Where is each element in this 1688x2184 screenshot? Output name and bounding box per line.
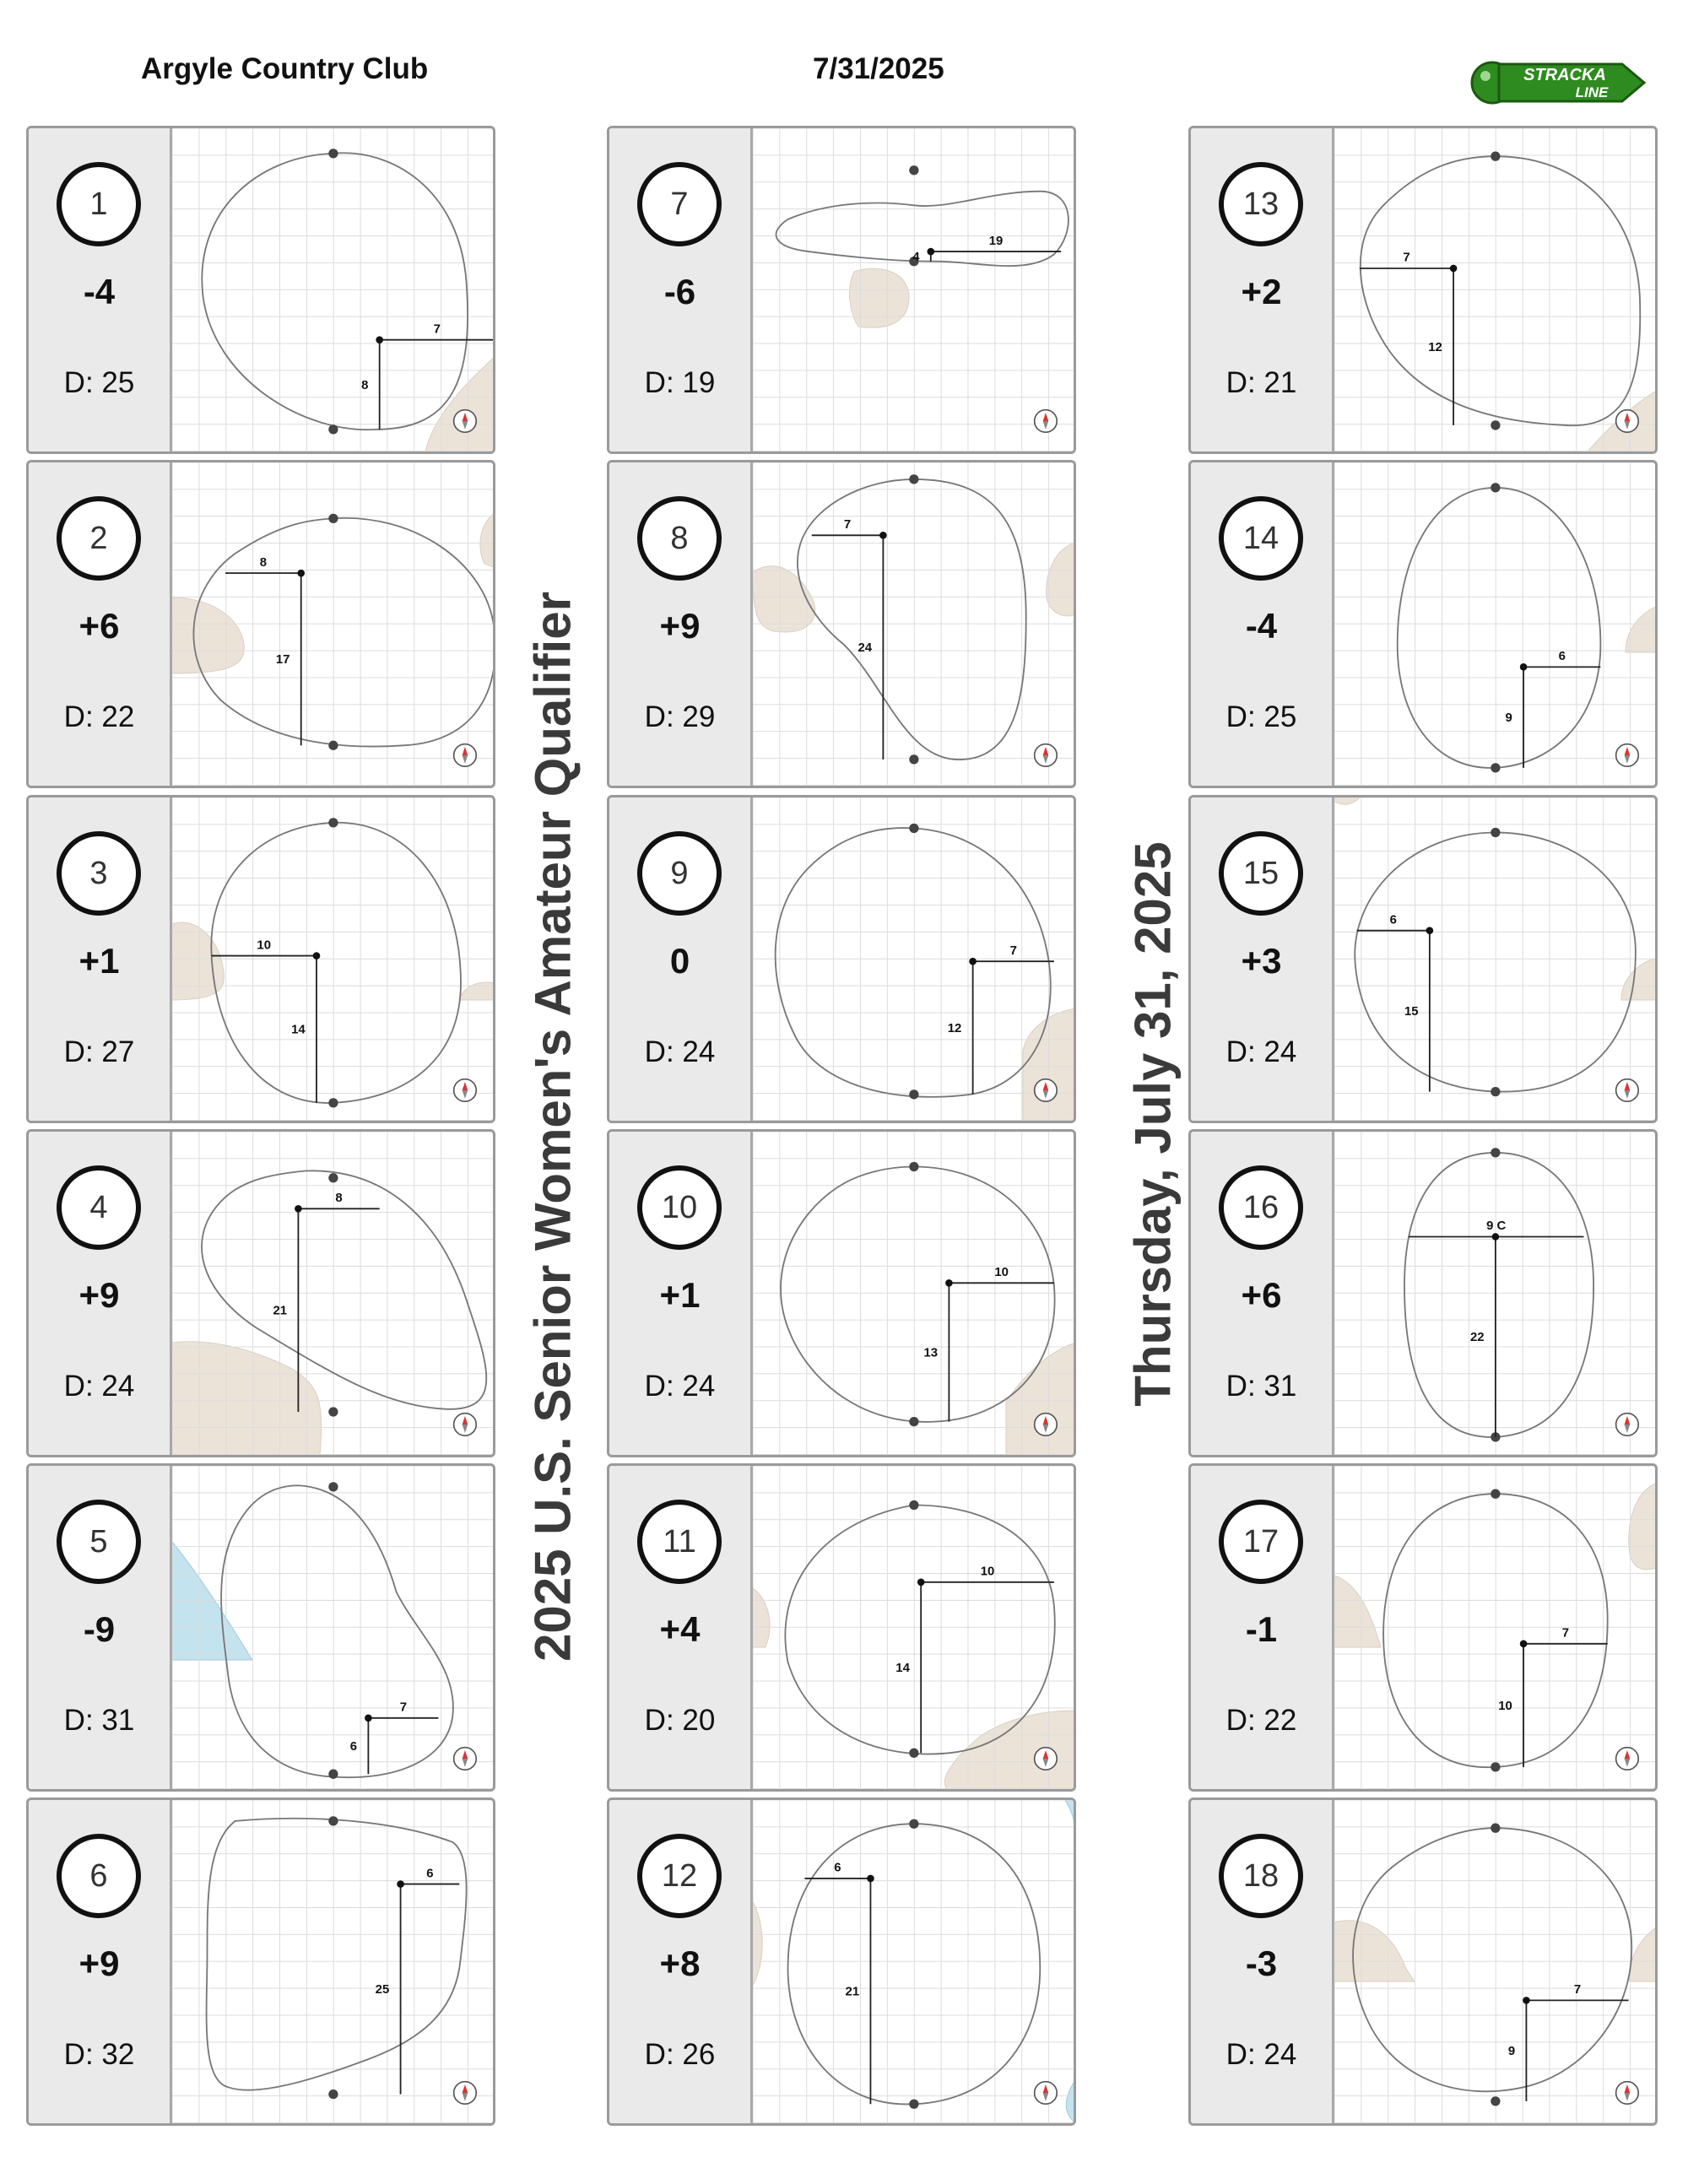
depth-distance-label: 4 bbox=[912, 249, 920, 264]
green-diagram bbox=[1334, 128, 1658, 451]
green-outline bbox=[1404, 1153, 1593, 1437]
pin-position bbox=[1426, 927, 1434, 934]
hole-score: +9 bbox=[78, 1943, 120, 1983]
green-depth: D: 21 bbox=[1225, 366, 1297, 399]
side-distance-label: 7 bbox=[1573, 1982, 1582, 1997]
hole-info-panel bbox=[609, 1800, 753, 2123]
green-outline bbox=[781, 1167, 1055, 1422]
green-diagram bbox=[753, 1800, 1076, 2123]
front-marker bbox=[1491, 420, 1500, 430]
side-distance-label: 8 bbox=[259, 554, 268, 570]
side-distance-label: 10 bbox=[257, 938, 272, 953]
front-marker bbox=[1491, 763, 1500, 772]
pin-position bbox=[297, 570, 305, 577]
hole-score: +2 bbox=[1241, 272, 1282, 311]
hole-score: +9 bbox=[659, 606, 701, 646]
depth-distance-label: 13 bbox=[923, 1345, 939, 1360]
front-marker bbox=[909, 2100, 918, 2109]
grid-lines bbox=[172, 1800, 495, 2123]
compass-icon bbox=[1035, 410, 1058, 433]
front-marker bbox=[328, 1770, 338, 1779]
depth-distance-label: 21 bbox=[273, 1303, 288, 1318]
side-distance-label: 6 bbox=[1389, 912, 1397, 927]
back-marker bbox=[909, 824, 918, 833]
back-marker bbox=[328, 818, 338, 827]
depth-distance-label: 22 bbox=[1469, 1330, 1485, 1345]
hole-number: 3 bbox=[57, 831, 141, 916]
front-marker bbox=[328, 1407, 338, 1416]
front-marker bbox=[1491, 1087, 1500, 1096]
side-distance-label: 7 bbox=[433, 322, 441, 337]
green-diagram bbox=[1334, 462, 1658, 786]
hole-card bbox=[1188, 1129, 1658, 1457]
hole-info-panel bbox=[1191, 1800, 1334, 2123]
hole-info-panel bbox=[1191, 1132, 1334, 1455]
hole-card bbox=[1188, 795, 1658, 1123]
back-marker bbox=[328, 1173, 338, 1182]
hole-info-panel bbox=[1191, 1466, 1334, 1789]
green-depth: D: 29 bbox=[644, 700, 716, 733]
hole-number: 1 bbox=[57, 162, 141, 246]
hole-score: +4 bbox=[659, 1609, 701, 1649]
green-outline bbox=[1361, 156, 1640, 425]
compass-icon bbox=[1035, 1414, 1058, 1436]
compass-icon bbox=[1035, 1748, 1058, 1770]
grid-lines bbox=[1334, 128, 1658, 451]
compass-icon bbox=[454, 1748, 477, 1770]
side-distance-label: 10 bbox=[980, 1564, 995, 1579]
side-distance-label: 6 bbox=[834, 1860, 841, 1875]
compass-icon bbox=[1616, 410, 1639, 433]
hole-number: 8 bbox=[637, 496, 722, 581]
hole-score: +1 bbox=[659, 1275, 701, 1315]
side-distance-label: 19 bbox=[988, 233, 1004, 248]
compass-icon bbox=[1616, 2082, 1639, 2105]
hole-number: 9 bbox=[637, 831, 722, 916]
hole-number: 6 bbox=[57, 1834, 141, 1918]
hole-info-panel bbox=[29, 797, 172, 1121]
green-depth: D: 20 bbox=[644, 1704, 716, 1737]
hole-number: 17 bbox=[1219, 1500, 1303, 1584]
hole-info-panel bbox=[1191, 462, 1334, 786]
back-marker bbox=[909, 474, 918, 484]
depth-distance-label: 14 bbox=[895, 1661, 910, 1676]
hole-score: -1 bbox=[1245, 1609, 1278, 1649]
depth-distance-label: 10 bbox=[1498, 1698, 1512, 1713]
hole-number: 14 bbox=[1219, 496, 1303, 581]
sand-bunker bbox=[172, 597, 244, 673]
hole-info-panel bbox=[1191, 797, 1334, 1121]
compass-icon bbox=[454, 1414, 477, 1436]
hole-number: 4 bbox=[57, 1165, 141, 1250]
sand-bunker bbox=[753, 1901, 762, 1986]
front-marker bbox=[328, 741, 338, 750]
hole-score: +1 bbox=[78, 941, 120, 981]
sand-bunker bbox=[753, 1588, 770, 1647]
front-marker bbox=[328, 424, 338, 434]
back-marker bbox=[1491, 1148, 1500, 1157]
pin-position bbox=[879, 532, 887, 539]
compass-icon bbox=[1616, 1414, 1639, 1436]
hole-score: +9 bbox=[78, 1275, 120, 1315]
hole-card bbox=[607, 1463, 1076, 1792]
grid-lines bbox=[1334, 1800, 1658, 2123]
pin-position bbox=[376, 336, 383, 343]
hole-card bbox=[26, 1129, 495, 1457]
front-marker bbox=[909, 754, 918, 764]
green-depth: D: 27 bbox=[63, 1035, 135, 1068]
green-depth: D: 22 bbox=[1225, 1704, 1297, 1737]
green-outline bbox=[221, 1485, 453, 1777]
pin-position bbox=[1492, 1233, 1500, 1241]
sand-bunker bbox=[1023, 1008, 1076, 1121]
back-marker bbox=[1491, 483, 1500, 492]
hole-card bbox=[1188, 1797, 1658, 2126]
back-marker bbox=[1491, 1489, 1500, 1499]
green-diagram bbox=[1334, 1466, 1658, 1789]
green-diagram bbox=[753, 797, 1076, 1121]
hole-card bbox=[607, 795, 1076, 1123]
pin-position bbox=[945, 1279, 953, 1287]
hole-info-panel bbox=[609, 797, 753, 1121]
depth-distance-label: 25 bbox=[375, 1982, 390, 1997]
hole-info-panel bbox=[609, 1132, 753, 1455]
hole-number: 15 bbox=[1219, 831, 1303, 916]
green-diagram bbox=[172, 128, 495, 451]
pin-position bbox=[1520, 1641, 1528, 1648]
grid-lines bbox=[1334, 462, 1658, 786]
hole-card bbox=[607, 1129, 1076, 1457]
compass-icon bbox=[1035, 1079, 1058, 1102]
hole-card bbox=[26, 795, 495, 1123]
green-diagram bbox=[1334, 1800, 1658, 2123]
hole-info-panel bbox=[609, 462, 753, 786]
hole-card bbox=[1188, 126, 1658, 454]
hole-score: -9 bbox=[83, 1609, 116, 1649]
hole-number: 11 bbox=[637, 1500, 722, 1584]
side-distance-label: 8 bbox=[335, 1191, 343, 1205]
sand-bunker bbox=[459, 982, 495, 1000]
back-marker bbox=[328, 1816, 338, 1825]
hole-score: +8 bbox=[659, 1943, 701, 1983]
hole-score: +6 bbox=[1241, 1275, 1282, 1315]
green-diagram bbox=[172, 797, 495, 1121]
compass-icon bbox=[454, 2082, 477, 2105]
compass-icon bbox=[454, 410, 477, 433]
pin-position bbox=[928, 248, 935, 256]
sand-bunker bbox=[1621, 958, 1658, 1000]
hole-score: 0 bbox=[669, 941, 690, 981]
depth-distance-label: 9 bbox=[1507, 2044, 1516, 2059]
front-marker bbox=[909, 1749, 918, 1758]
pin-position bbox=[867, 1875, 874, 1883]
back-marker bbox=[909, 1162, 918, 1171]
green-depth: D: 31 bbox=[1225, 1370, 1297, 1403]
compass-icon bbox=[1616, 1748, 1639, 1770]
green-outline bbox=[785, 1505, 1054, 1754]
green-depth: D: 26 bbox=[644, 2038, 716, 2071]
grid-lines bbox=[1334, 797, 1658, 1121]
hole-score: -3 bbox=[1245, 1943, 1278, 1983]
green-depth: D: 31 bbox=[63, 1704, 135, 1737]
pin-position bbox=[365, 1714, 372, 1722]
hole-card bbox=[26, 1463, 495, 1792]
event-title: 2025 U.S. Senior Women's Amateur Qualifier bbox=[524, 592, 582, 1662]
water-hazard bbox=[172, 1542, 252, 1660]
pin-position bbox=[397, 1880, 404, 1888]
hole-number: 5 bbox=[57, 1500, 141, 1584]
front-marker bbox=[1491, 1762, 1500, 1771]
pin-position bbox=[1520, 663, 1528, 671]
depth-distance-label: 15 bbox=[1404, 1004, 1419, 1019]
green-diagram bbox=[753, 462, 1076, 786]
green-depth: D: 24 bbox=[1225, 1035, 1297, 1068]
grid-lines bbox=[172, 128, 495, 451]
back-marker bbox=[328, 1482, 338, 1491]
front-marker bbox=[328, 2089, 338, 2099]
compass-icon bbox=[454, 1079, 477, 1102]
depth-distance-label: 14 bbox=[291, 1022, 306, 1037]
depth-distance-label: 6 bbox=[349, 1738, 358, 1754]
grid-lines bbox=[753, 1800, 1076, 2123]
grid-lines bbox=[172, 462, 495, 786]
sand-bunker bbox=[480, 513, 495, 568]
hole-score: +3 bbox=[1241, 941, 1282, 981]
green-diagram bbox=[753, 128, 1076, 451]
grid-lines bbox=[172, 797, 495, 1121]
hole-info-panel bbox=[29, 1466, 172, 1789]
pin-position bbox=[1450, 265, 1458, 273]
depth-distance-label: 17 bbox=[275, 652, 290, 668]
back-marker bbox=[1491, 1824, 1500, 1833]
depth-distance-label: 12 bbox=[947, 1021, 962, 1036]
back-marker bbox=[909, 165, 918, 175]
pin-position bbox=[1523, 1997, 1530, 2004]
hole-number: 7 bbox=[637, 162, 722, 246]
hole-number: 2 bbox=[57, 496, 141, 581]
sand-bunker bbox=[1334, 1921, 1415, 1981]
hole-card bbox=[1188, 460, 1658, 788]
pin-position bbox=[917, 1578, 925, 1586]
side-distance-label: 7 bbox=[843, 517, 852, 532]
back-marker bbox=[328, 514, 338, 523]
green-outline bbox=[211, 823, 461, 1103]
green-diagram bbox=[1334, 797, 1658, 1121]
side-distance-label: 10 bbox=[994, 1264, 1009, 1279]
sand-bunker bbox=[1629, 1483, 1658, 1570]
green-depth: D: 25 bbox=[1225, 700, 1297, 733]
hole-info-panel bbox=[29, 462, 172, 786]
green-diagram bbox=[172, 1132, 495, 1455]
stracka-line-logo bbox=[1465, 52, 1647, 111]
hole-card bbox=[26, 1797, 495, 2126]
green-outline bbox=[776, 192, 1068, 266]
water-hazard bbox=[1066, 2079, 1076, 2123]
green-outline bbox=[207, 1819, 467, 2090]
hole-card bbox=[607, 1797, 1076, 2126]
green-outline bbox=[776, 828, 1051, 1097]
hole-info-panel bbox=[29, 1132, 172, 1455]
hole-number: 16 bbox=[1219, 1165, 1303, 1250]
hole-score: +6 bbox=[78, 606, 120, 646]
front-marker bbox=[909, 1089, 918, 1099]
hole-number: 18 bbox=[1219, 1834, 1303, 1918]
hole-card bbox=[607, 460, 1076, 788]
hole-info-panel bbox=[29, 128, 172, 451]
depth-distance-label: 21 bbox=[845, 1984, 860, 1999]
hole-score: -6 bbox=[663, 272, 696, 311]
sand-bunker bbox=[1334, 1576, 1381, 1647]
side-distance-label: 6 bbox=[426, 1866, 434, 1881]
hole-card bbox=[607, 126, 1076, 454]
hole-score: -4 bbox=[83, 272, 116, 311]
sand-bunker bbox=[944, 1711, 1076, 1789]
hole-card bbox=[26, 126, 495, 454]
hole-card bbox=[26, 460, 495, 788]
front-marker bbox=[909, 1417, 918, 1426]
side-distance-label: 6 bbox=[1558, 649, 1566, 664]
grid-lines bbox=[753, 462, 1076, 786]
green-depth: D: 24 bbox=[1225, 2038, 1297, 2071]
sand-bunker bbox=[1334, 797, 1360, 804]
depth-distance-label: 12 bbox=[1428, 339, 1442, 354]
depth-distance-label: 24 bbox=[858, 641, 873, 656]
hole-number: 10 bbox=[637, 1165, 722, 1250]
sand-bunker bbox=[172, 922, 224, 1000]
compass-icon bbox=[1616, 1079, 1639, 1102]
side-distance-label: 9 C bbox=[1486, 1219, 1507, 1234]
green-depth: D: 25 bbox=[63, 366, 135, 399]
green-outline bbox=[1355, 833, 1636, 1092]
green-outline bbox=[1398, 488, 1601, 768]
sand-bunker bbox=[1047, 543, 1076, 616]
hole-number: 12 bbox=[637, 1834, 722, 1918]
day-title: Thursday, July 31, 2025 bbox=[1124, 841, 1182, 1407]
header-date: 7/31/2025 bbox=[813, 52, 944, 85]
back-marker bbox=[1491, 828, 1500, 837]
green-diagram bbox=[753, 1466, 1076, 1789]
water-hazard bbox=[1065, 1800, 1076, 1851]
hole-info-panel bbox=[609, 1466, 753, 1789]
svg-text:STRACKA: STRACKA bbox=[1523, 66, 1606, 84]
back-marker bbox=[1491, 152, 1500, 161]
hole-number: 13 bbox=[1219, 162, 1303, 246]
green-depth: D: 24 bbox=[63, 1370, 135, 1403]
pin-position bbox=[313, 952, 321, 960]
side-distance-label: 7 bbox=[1009, 943, 1017, 958]
sand-bunker bbox=[850, 268, 909, 327]
green-depth: D: 24 bbox=[644, 1035, 716, 1068]
green-outline bbox=[202, 153, 468, 430]
hole-score: -4 bbox=[1245, 606, 1278, 646]
back-marker bbox=[328, 149, 338, 158]
green-outline bbox=[798, 479, 1026, 760]
compass-icon bbox=[1616, 744, 1639, 767]
back-marker bbox=[909, 1500, 918, 1510]
svg-text:LINE: LINE bbox=[1575, 84, 1609, 100]
pin-position bbox=[295, 1205, 302, 1213]
grid-lines bbox=[172, 1466, 495, 1789]
green-diagram bbox=[753, 1132, 1076, 1455]
green-diagram bbox=[1334, 1132, 1658, 1455]
back-marker bbox=[909, 1819, 918, 1829]
green-diagram bbox=[172, 1800, 495, 2123]
compass-icon bbox=[1035, 2082, 1058, 2105]
green-depth: D: 32 bbox=[63, 2038, 135, 2071]
hole-info-panel bbox=[609, 128, 753, 451]
front-marker bbox=[328, 1098, 338, 1107]
side-distance-label: 7 bbox=[1561, 1625, 1570, 1641]
club-name: Argyle Country Club bbox=[141, 52, 429, 85]
compass-icon bbox=[1035, 744, 1058, 767]
hole-card bbox=[1188, 1463, 1658, 1792]
front-marker bbox=[1491, 2096, 1500, 2106]
pin-position bbox=[969, 958, 977, 965]
hole-info-panel bbox=[29, 1800, 172, 2123]
side-distance-label: 7 bbox=[399, 1700, 408, 1715]
grid-lines bbox=[753, 128, 1076, 451]
green-depth: D: 22 bbox=[63, 700, 135, 733]
green-diagram bbox=[172, 462, 495, 786]
hole-info-panel bbox=[1191, 128, 1334, 451]
green-depth: D: 19 bbox=[644, 366, 716, 399]
side-distance-label: 7 bbox=[1403, 250, 1410, 265]
green-diagram bbox=[172, 1466, 495, 1789]
green-depth: D: 24 bbox=[644, 1370, 716, 1403]
depth-distance-label: 9 bbox=[1505, 711, 1512, 726]
compass-icon bbox=[454, 744, 477, 767]
depth-distance-label: 8 bbox=[361, 377, 369, 392]
